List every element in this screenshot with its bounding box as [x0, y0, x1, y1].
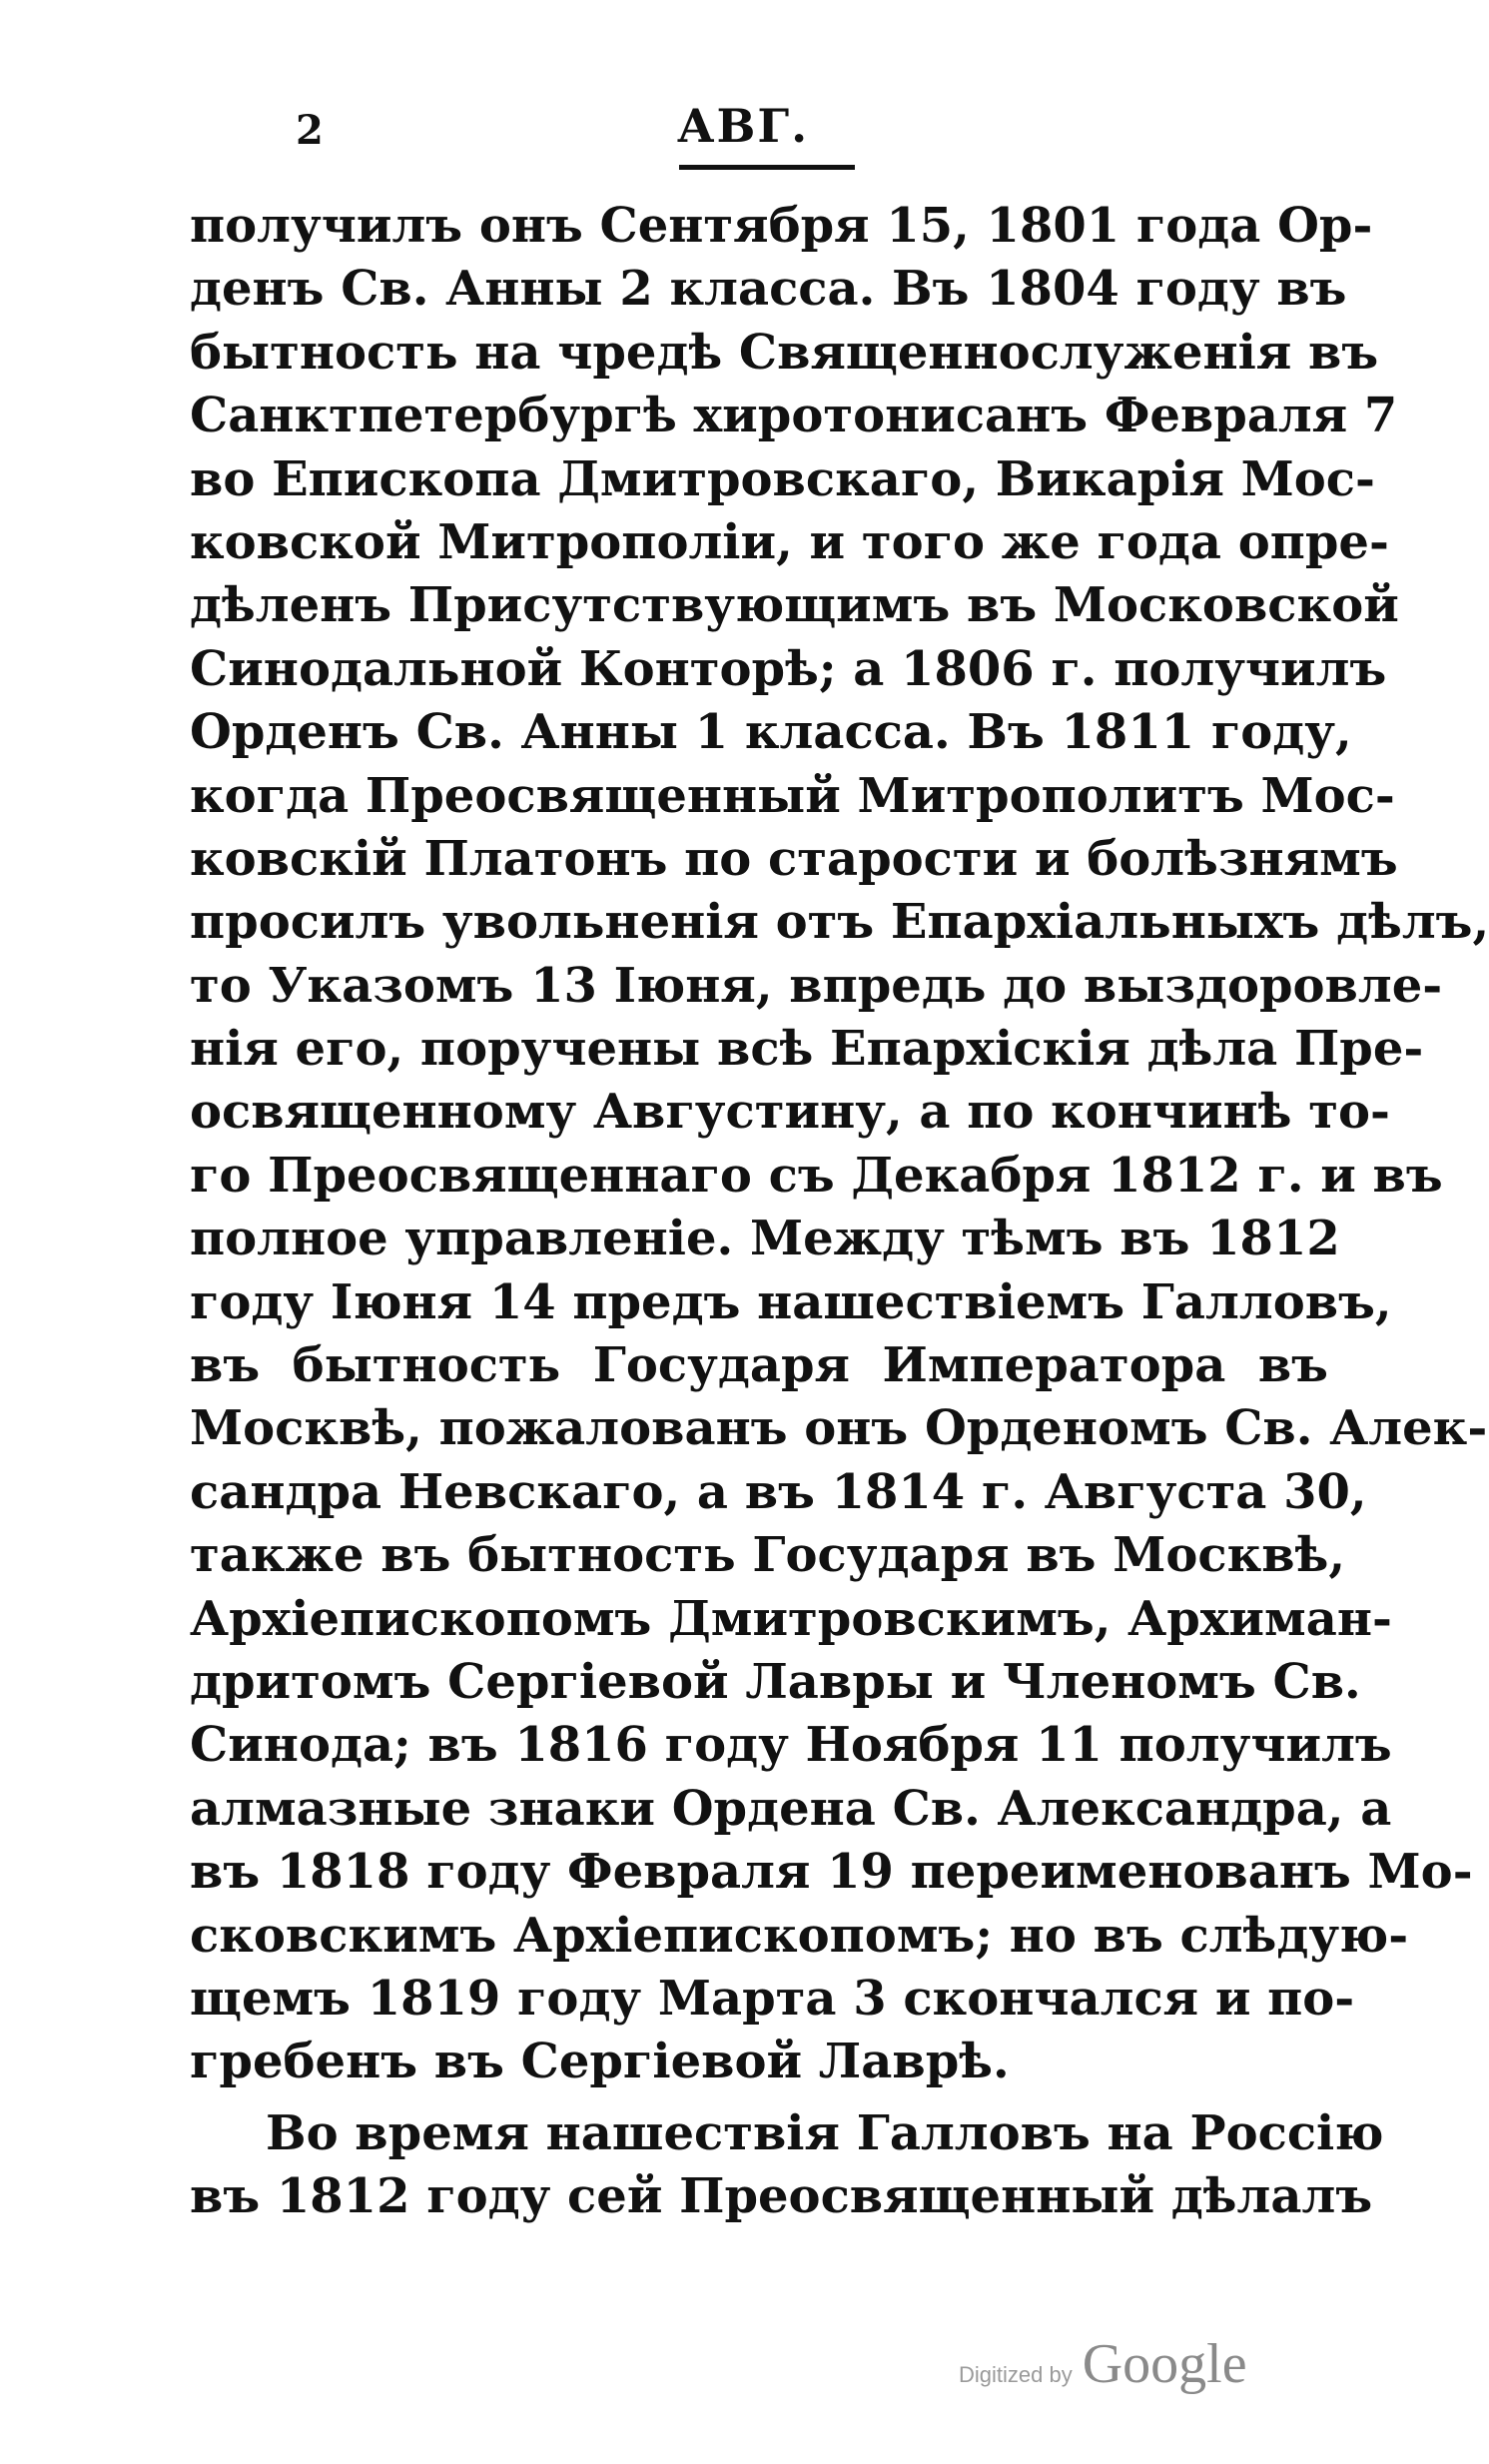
paragraph-1: [190, 195, 1489, 2094]
text-line: Санктпетербургѣ хиротонисанъ Февраля 7: [190, 388, 1398, 444]
text-line: го Преосвященнаго съ Декабря 1812 г. и въ: [190, 1147, 1443, 1204]
page-number: 2: [296, 107, 324, 154]
paragraph-gap: [190, 2094, 1328, 2102]
text-line: сковскимъ Архіепископомъ; но въ слѣдую-: [190, 1907, 1409, 1964]
text-line: денъ Св. Анны 2 класса. Въ 1804 году въ: [190, 261, 1347, 318]
text-line: ковской Митрополіи, и того же года опре-: [190, 513, 1389, 570]
text-line: просилъ увольненія отъ Епархіальныхъ дѣлъ,: [190, 894, 1489, 951]
running-head: АВГ.: [677, 99, 810, 153]
text-line: въ бытность Государя Императора въ: [190, 1337, 1328, 1394]
text-line: Во время нашествія Галловъ на Россію: [266, 2104, 1384, 2161]
body-text: [190, 195, 1489, 2229]
digitized-label: Digitized by: [959, 2362, 1073, 2387]
text-line: ковскій Платонъ по старости и болѣзнямъ: [190, 830, 1398, 887]
text-line: гребенъ въ Сергіевой Лаврѣ.: [190, 2034, 1010, 2090]
text-line: то Указомъ 13 Іюня, впредь до выздоровле-: [190, 957, 1443, 1014]
text-line: въ 1818 году Февраля 19 переименованъ Мо-: [190, 1844, 1473, 1901]
text-line: полное управленіе. Между тѣмъ въ 1812: [190, 1211, 1340, 1267]
text-line: получилъ онъ Сентября 15, 1801 года Ор-: [190, 198, 1373, 254]
text-line: въ 1812 году сей Преосвященный дѣлалъ: [190, 2168, 1373, 2225]
paragraph-2: [190, 2102, 1384, 2229]
text-line: дѣленъ Присутствующимъ въ Московской: [190, 577, 1399, 634]
text-line: щемъ 1819 году Марта 3 скончался и по-: [190, 1970, 1355, 2027]
page-header: [0, 95, 1477, 175]
google-logo: Google: [1082, 2333, 1247, 2395]
text-line: во Епископа Дмитровскаго, Викарія Мос-: [190, 450, 1375, 507]
text-line: сандра Невскаго, а въ 1814 г. Августа 30,: [190, 1463, 1367, 1520]
header-rule: [679, 165, 855, 170]
text-line: алмазные знаки Ордена Св. Александра, а: [190, 1780, 1392, 1837]
text-line: Архіепископомъ Дмитровскимъ, Архиман-: [190, 1590, 1392, 1647]
text-line: Москвѣ, пожалованъ онъ Орденомъ Св. Алек-: [190, 1400, 1488, 1457]
digitized-watermark: [959, 2332, 1247, 2396]
text-line: Орденъ Св. Анны 1 класса. Въ 1811 году,: [190, 704, 1352, 761]
text-line: Синодальной Конторѣ; а 1806 г. получилъ: [190, 640, 1387, 697]
text-line: бытность на чредѣ Священнослуженія въ: [190, 324, 1379, 381]
text-line: году Іюня 14 предъ нашествіемъ Галловъ,: [190, 1273, 1392, 1330]
text-line: когда Преосвященный Митрополитъ Мос-: [190, 767, 1395, 824]
text-line: Синода; въ 1816 году Ноября 11 получилъ: [190, 1717, 1392, 1774]
text-line: дритомъ Сергіевой Лавры и Членомъ Св.: [190, 1653, 1361, 1710]
text-line: также въ бытность Государя въ Москвѣ,: [190, 1527, 1346, 1584]
text-line: нія его, поручены всѣ Епархіскія дѣла Пре-: [190, 1021, 1424, 1078]
text-line: освященному Августину, а по кончинѣ то-: [190, 1084, 1390, 1141]
